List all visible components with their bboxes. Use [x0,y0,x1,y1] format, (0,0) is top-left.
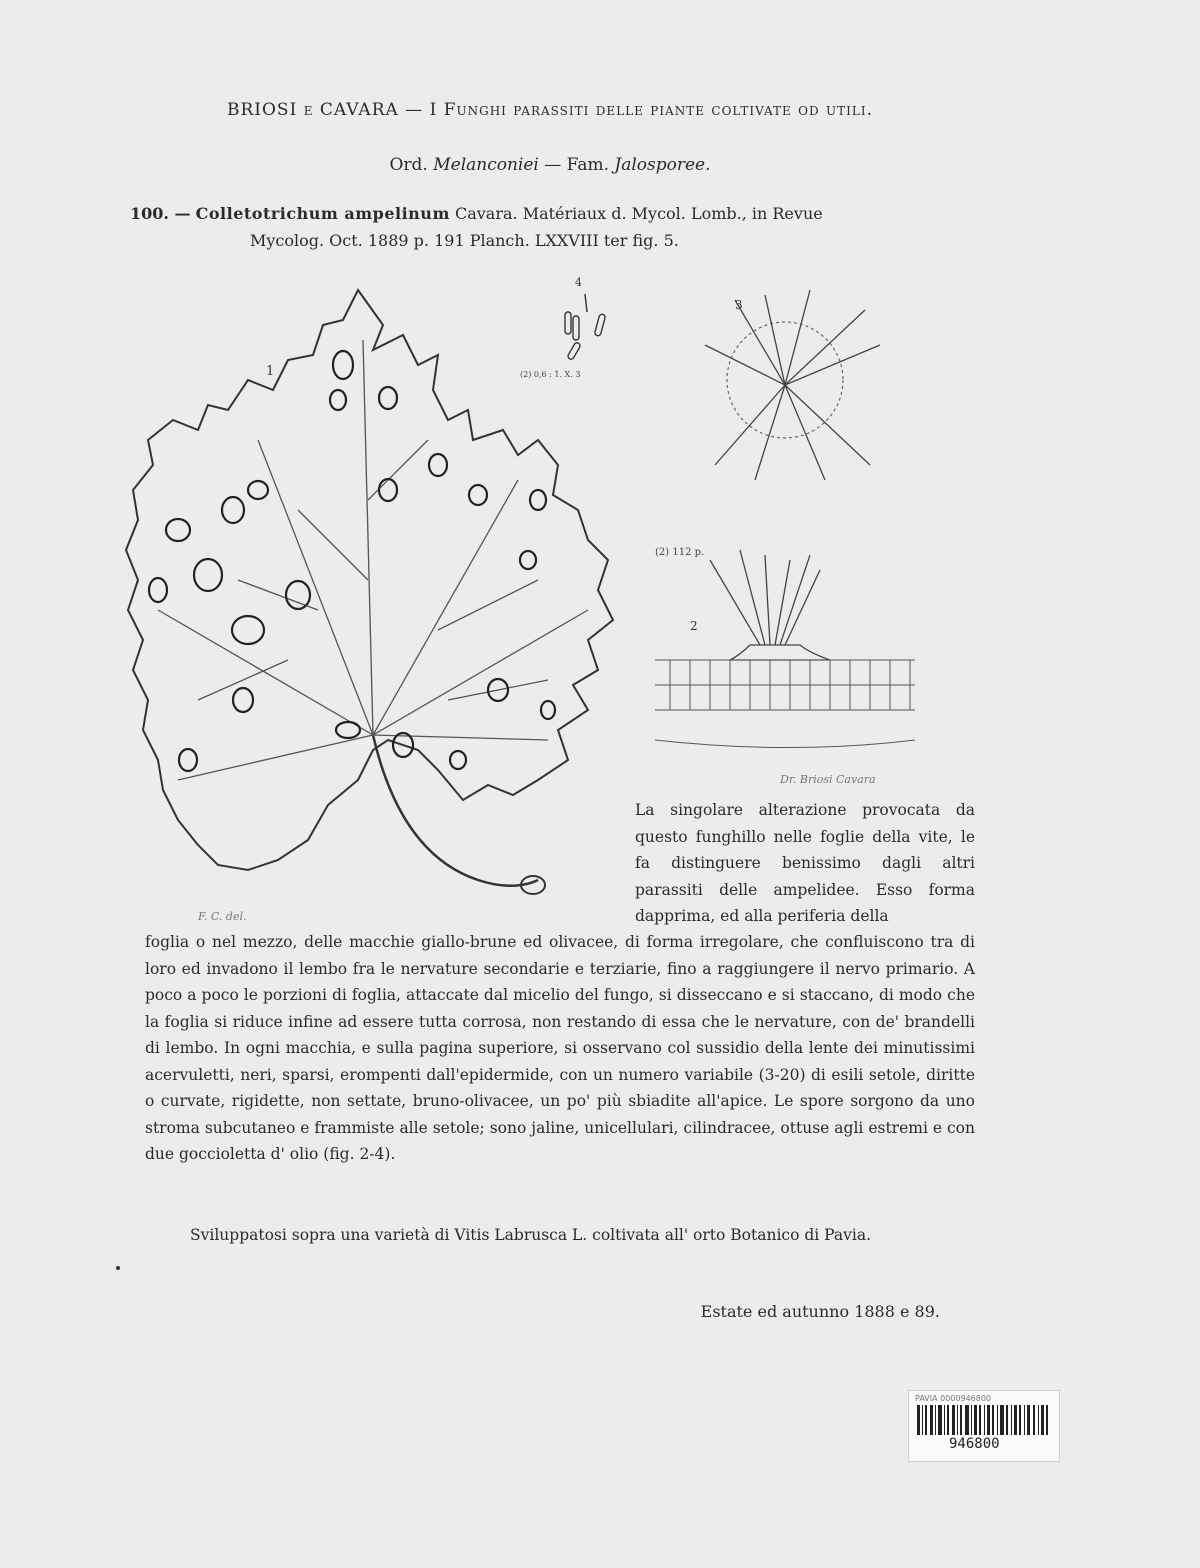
species-name: Colletotrichum ampelinum [195,204,450,223]
barcode-header: PAVIA 0000946800 [915,1394,992,1403]
habitat-paragraph [145,1222,975,1249]
spores-illustration [515,272,635,392]
species-entry [130,200,980,254]
fig2-number: 2 [690,619,698,633]
stray-mark [116,1266,120,1270]
description-paragraph-intro: La singolare alterazione provocata da questo funghillo nelle foglie della vite, le fa distinguere benissimo dagli altri parassiti delle ampelidee. Esso forma dapprima, ed alla periferia della [635,801,975,925]
fig1-number: 1 [266,364,275,379]
order-prefix: Ord. [389,155,428,175]
fig2-scale: (2) 112 p. [655,547,705,558]
fig1-signature: F. C. del. [198,910,247,923]
barcode-label [908,1390,1060,1462]
order-name: Melanconiei [433,155,539,175]
taxonomy-line [300,155,800,175]
fig4-scale: (2) 0,6 : 1. X. 3 [520,370,581,379]
page-header: BRIOSI e CAVARA — I Funghi parassiti delle piante coltivate od utili. [226,100,874,120]
barcode-number: 946800 [949,1436,1000,1452]
family-prefix: — Fam. [544,155,609,175]
acervulus-section-illustration [650,535,930,795]
collection-date: Estate ed autunno 1888 e 89. [700,1302,940,1321]
entry-number: 100. — [130,204,191,223]
citation-line-1: Cavara. Matériaux d. Mycol. Lomb., in Revue [454,204,823,223]
fig2-signature: Dr. Briosi Cavara [780,773,876,786]
fig3-number: 3 [735,298,743,312]
citation-line-2: Mycolog. Oct. 1889 p. 191 Planch. LXXVIII ter fig. 5. [250,231,679,250]
family-name: Jalosporee. [614,155,711,175]
habitat-text: Sviluppatosi sopra una varietà di Vitis Labrusca L. coltivata all' orto Botanico di Pavia. [190,1226,872,1244]
description-paragraph: foglia o nel mezzo, delle macchie giallo-brune ed olivacee, di forma irregolare, che confluiscono tra di loro ed invadono il lembo fra le nervature secondarie e terziarie, fino a raggiungere il nervo primario. A poco a poco le porzioni di foglia, attaccate dal micelio del fungo, si disseccano e si staccano, di modo che la foglia si riduce infine ad essere tutta corrosa, non restando di essa che le nervature, con de' brandelli di lembo. In ogni macchia, e sulla pagina superiore, si osservano col sussidio della lente dei minutissimi acervuletti, neri, sparsi, erompenti dall'epidermide, con un numero variabile (3-20) di esili setole, diritte o curvate, rigidette, non settate, bruno-olivacee, un po' più sbiadite all'apice. Le spore sorgono da uno stroma subcutaneo e frammiste alle setole; sono jaline, unicellulari, cilindracee, ottuse agli estremi e con due goccioletta d' olio (fig. 2-4). [145,933,975,1163]
fig4-number: 4 [575,276,582,289]
barcode-icon [917,1405,1051,1435]
acervulus-top-illustration [695,285,895,490]
